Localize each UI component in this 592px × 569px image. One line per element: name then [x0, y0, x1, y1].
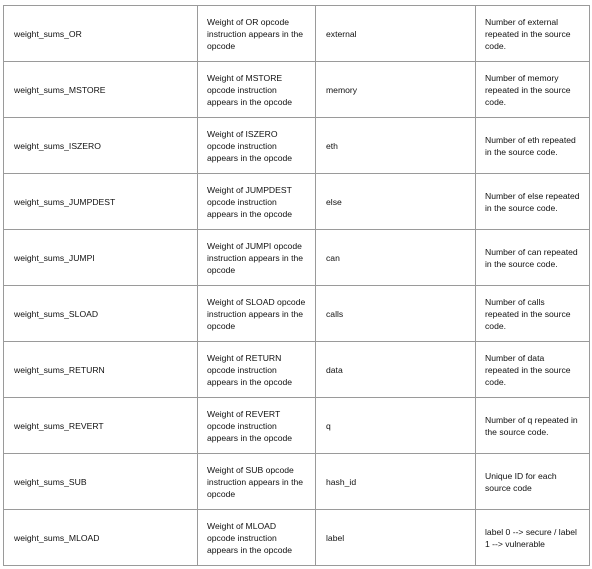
token-name-cell: can: [316, 230, 476, 286]
feature-description-cell: Weight of REVERT opcode instruction appears in the opcode: [198, 398, 316, 454]
feature-name-cell: weight_sums_RETURN: [4, 342, 198, 398]
table-row: [4, 510, 590, 566]
table-row: [4, 174, 590, 230]
token-description-cell: Number of can repeated in the source code.: [476, 230, 590, 286]
token-description-cell: Unique ID for each source code: [476, 454, 590, 510]
feature-description-cell: Weight of JUMPI opcode instruction appears in the opcode: [198, 230, 316, 286]
table-row: [4, 342, 590, 398]
token-name-cell: calls: [316, 286, 476, 342]
token-name-cell: external: [316, 6, 476, 62]
feature-table: [3, 5, 590, 566]
feature-name-cell: weight_sums_ISZERO: [4, 118, 198, 174]
feature-description-cell: Weight of MLOAD opcode instruction appears in the opcode: [198, 510, 316, 566]
table-row: [4, 6, 590, 62]
token-description-cell: label 0 --> secure / label 1 --> vulnerable: [476, 510, 590, 566]
feature-table-body: [4, 6, 590, 566]
feature-name-cell: weight_sums_MLOAD: [4, 510, 198, 566]
feature-description-cell: Weight of SLOAD opcode instruction appears in the opcode: [198, 286, 316, 342]
table-row: [4, 454, 590, 510]
table-row: [4, 398, 590, 454]
feature-description-cell: Weight of OR opcode instruction appears in the opcode: [198, 6, 316, 62]
token-name-cell: label: [316, 510, 476, 566]
token-name-cell: memory: [316, 62, 476, 118]
token-name-cell: data: [316, 342, 476, 398]
feature-name-cell: weight_sums_REVERT: [4, 398, 198, 454]
feature-name-cell: weight_sums_OR: [4, 6, 198, 62]
token-description-cell: Number of calls repeated in the source code.: [476, 286, 590, 342]
token-description-cell: Number of else repeated in the source code.: [476, 174, 590, 230]
feature-description-cell: Weight of SUB opcode instruction appears in the opcode: [198, 454, 316, 510]
feature-description-cell: Weight of ISZERO opcode instruction appears in the opcode: [198, 118, 316, 174]
token-description-cell: Number of memory repeated in the source code.: [476, 62, 590, 118]
feature-name-cell: weight_sums_SUB: [4, 454, 198, 510]
token-description-cell: Number of q repeated in the source code.: [476, 398, 590, 454]
token-description-cell: Number of eth repeated in the source code.: [476, 118, 590, 174]
token-name-cell: hash_id: [316, 454, 476, 510]
token-name-cell: else: [316, 174, 476, 230]
feature-description-cell: Weight of RETURN opcode instruction appears in the opcode: [198, 342, 316, 398]
token-description-cell: Number of external repeated in the source code.: [476, 6, 590, 62]
feature-description-cell: Weight of JUMPDEST opcode instruction appears in the opcode: [198, 174, 316, 230]
table-row: [4, 230, 590, 286]
feature-name-cell: weight_sums_JUMPI: [4, 230, 198, 286]
table-row: [4, 118, 590, 174]
table-row: [4, 62, 590, 118]
feature-name-cell: weight_sums_MSTORE: [4, 62, 198, 118]
feature-name-cell: weight_sums_JUMPDEST: [4, 174, 198, 230]
token-description-cell: Number of data repeated in the source code.: [476, 342, 590, 398]
token-name-cell: q: [316, 398, 476, 454]
feature-name-cell: weight_sums_SLOAD: [4, 286, 198, 342]
table-row: [4, 286, 590, 342]
token-name-cell: eth: [316, 118, 476, 174]
feature-description-cell: Weight of MSTORE opcode instruction appears in the opcode: [198, 62, 316, 118]
